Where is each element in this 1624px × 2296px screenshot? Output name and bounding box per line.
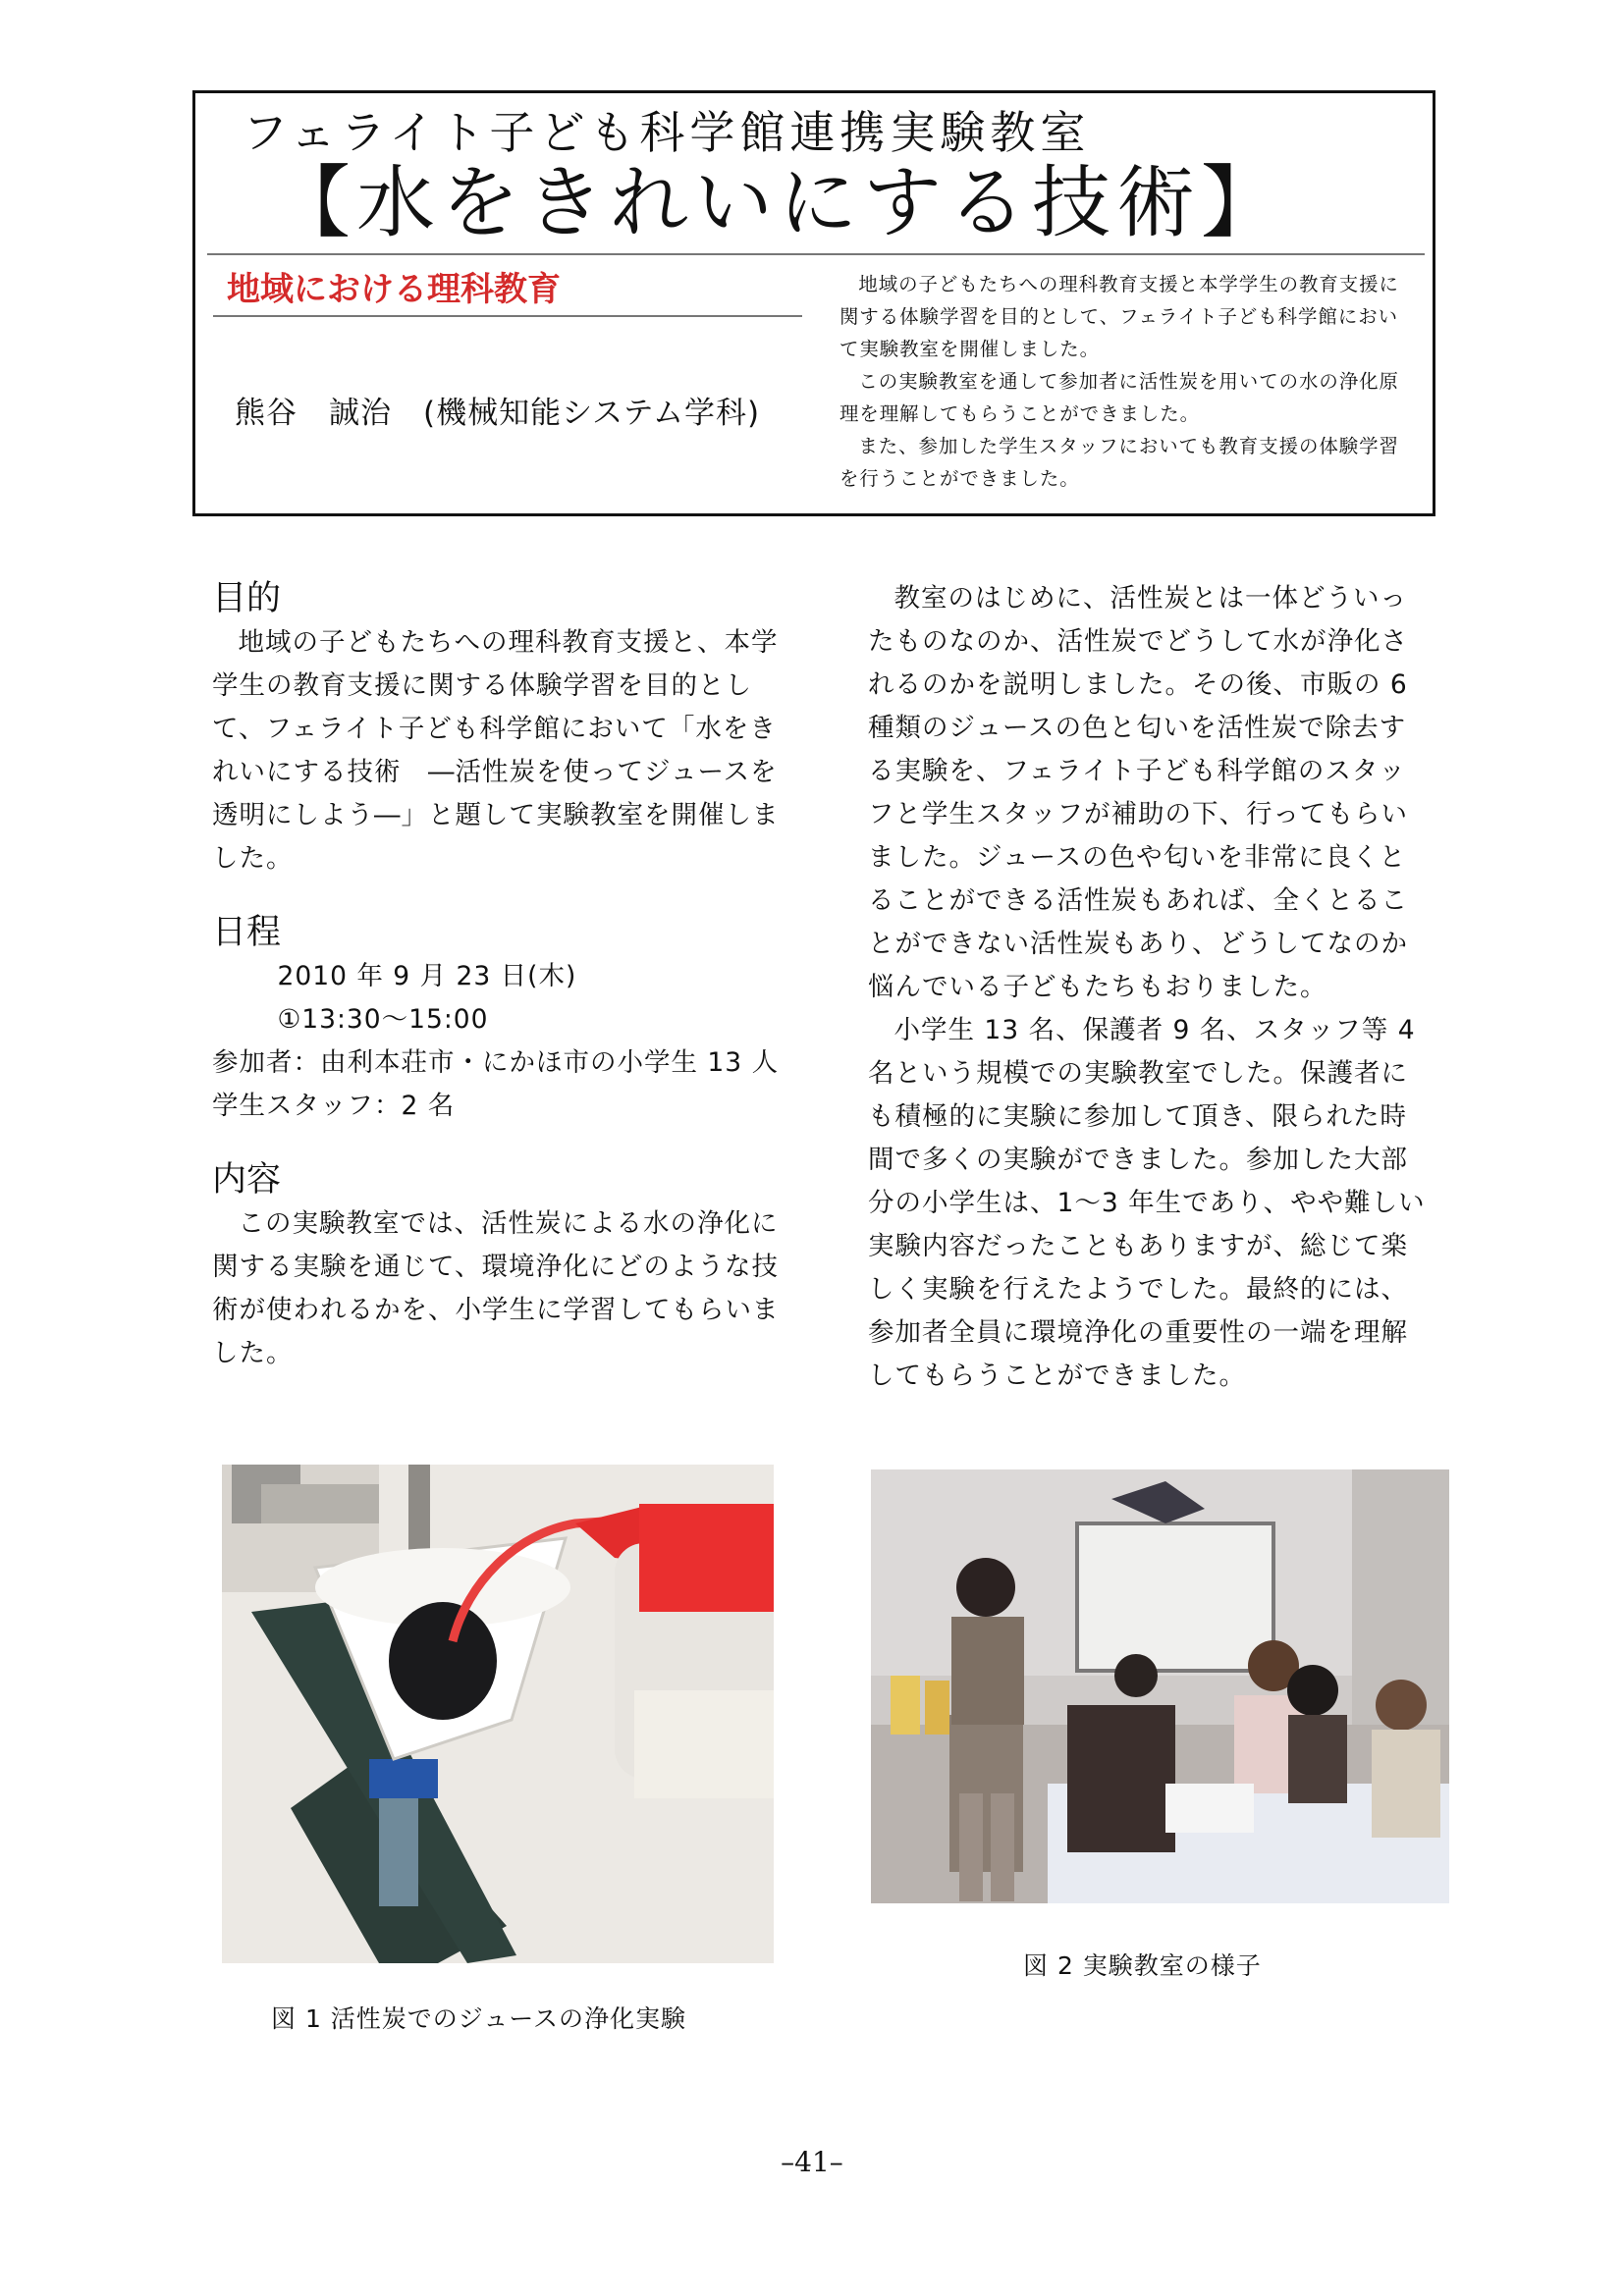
right-column [868, 577, 1430, 1398]
figure1-caption: 図 1 活性炭でのジュースの浄化実験 [271, 2004, 687, 2033]
figure2-caption: 図 2 実験教室の様子 [1023, 1951, 1262, 1980]
funnel-experiment-image [222, 1465, 774, 1963]
classroom-scene-image [871, 1469, 1449, 1903]
abstract-paragraph: この実験教室を通して参加者に活性炭を用いての水の浄化原理を理解してもらうことができました。 [839, 370, 1399, 425]
page-number: –41– [781, 2146, 843, 2178]
schedule-staff: 学生スタッフ：2 名 [212, 1091, 456, 1121]
schedule-date: 2010 年 9 月 23 日(木) [277, 961, 577, 991]
content-body: この実験教室では、活性炭による水の浄化に関する実験を通じて、環境浄化にどのような技術が使われるかを、小学生に学習してもらいました。 [212, 1208, 780, 1368]
series-title: フェライト子ども科学館連携実験教室 [243, 106, 1091, 159]
category-label: 地域における理科教育 [227, 270, 561, 309]
content-section [212, 1155, 791, 1375]
right-paragraph: 小学生 13 名、保護者 9 名、スタッフ等 4 名という規模での実験教室でした。保護者にも積極的に実験に参加して頂き、限られた時間で多くの実験ができました。参加した大部分の小学生は、1～3 年生であり、やや難しい実験内容だったこともありますが、総じて楽しく実験を行えたようでした。最終的には、参加者全員に環境浄化の重要性の一端を理解してもらうことができました。 [868, 1015, 1426, 1391]
section-heading-schedule: 日程 [212, 913, 282, 952]
author-line: 熊谷 誠治 (機械知能システム学科) [235, 396, 761, 431]
section-heading-content: 内容 [212, 1160, 282, 1200]
title-divider [207, 253, 1425, 255]
figure1-photo [222, 1465, 774, 1963]
category-divider [213, 315, 802, 317]
left-column [212, 574, 791, 1403]
abstract-paragraph: 地域の子どもたちへの理科教育支援と本学学生の教育支援に関する体験学習を目的として、フェライト子ども科学館において実験教室を開催しました。 [839, 273, 1399, 360]
schedule-time: ①13:30～15:00 [277, 1004, 489, 1035]
schedule-participants: 参加者：由利本荘市・にかほ市の小学生 13 人 [212, 1047, 780, 1078]
section-heading-purpose: 目的 [212, 579, 282, 618]
main-title: 【水をきれいにする技術】 [272, 157, 1285, 248]
purpose-section [212, 574, 791, 881]
purpose-body: 地域の子どもたちへの理科教育支援と、本学学生の教育支援に関する体験学習を目的として、フェライト子ども科学館において「水をきれいにする技術 ―活性炭を使ってジュースを透明にしよう―」と題して実験教室を開催しました。 [212, 627, 780, 874]
right-paragraph: 教室のはじめに、活性炭とは一体どういったものなのか、活性炭でどうして水が浄化されるのかを説明しました。その後、市販の 6 種類のジュースの色と匂いを活性炭で除去する実験を、フェライト子ども科学館のスタッフと学生スタッフが補助の下、行ってもらいました。ジュースの色や匂いを非常に良くとることができる活性炭もあれば、全くとることができない活性炭もあり、どうしてなのか悩んでいる子どもたちもおりました。 [868, 583, 1408, 1002]
schedule-section [212, 908, 791, 1128]
abstract-paragraph: また、参加した学生スタッフにおいても教育支援の体験学習を行うことができました。 [839, 435, 1399, 490]
title-box [192, 90, 1435, 516]
abstract [839, 268, 1409, 495]
figure2-photo [871, 1469, 1449, 1903]
